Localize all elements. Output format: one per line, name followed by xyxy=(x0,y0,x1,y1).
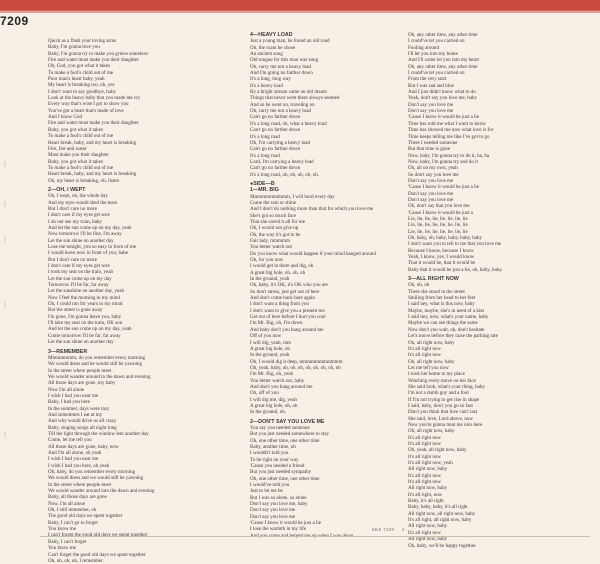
lyric-line: Don't say you love me xyxy=(408,196,454,203)
lyric-line: I would've told you xyxy=(250,482,290,489)
lyric-line: In the summer, days were lazy xyxy=(48,405,110,412)
lyric-line: You've got a heart that's made of love xyxy=(48,107,124,114)
song-heading: 2—DON'T SAY YOU LOVE ME xyxy=(250,418,325,425)
lyric-line: Just to let me be xyxy=(250,488,283,495)
lyric-line: Lie, lie, lie, lie, lie, lie, lie, lie xyxy=(408,215,468,222)
lyric-line: I will dig, yeah, mm xyxy=(250,339,291,346)
lyric-line: And I'll come let you into my heart xyxy=(408,57,479,64)
lyric-line: Let the sun shine on another day xyxy=(48,339,114,346)
lyric-line: I wish I had you near me xyxy=(48,392,99,399)
lyric-line: Yeah, don't say you love me, baby xyxy=(408,95,478,102)
lyric-line: All those days are gone, my baby xyxy=(48,380,116,387)
lyric-line: Now I'm all alone xyxy=(48,386,85,393)
lyric-line: An ancient song xyxy=(250,51,283,58)
lyric-line: Heart break, baby, and my heart is breaking xyxy=(48,139,137,146)
lyric-line: Come the rain or shine xyxy=(250,199,296,206)
lyric-line: But I was so alone, so alone xyxy=(250,494,307,501)
lyric-line: It's a long road xyxy=(250,152,280,159)
lyric-line: I would leave now in front of you, babe xyxy=(48,250,129,257)
lyric-line: Oh, I could run for years in my mind xyxy=(48,301,123,308)
strip-mark: ｜ xyxy=(2,303,10,309)
lyric-line: Can't forget the good old days we spent together xyxy=(48,551,146,558)
top-color-bar xyxy=(0,0,600,11)
lyric-line: It's a heavy load xyxy=(250,82,283,89)
lyric-line: It's all right now xyxy=(408,453,442,460)
lyric-line: Can't go no farther down xyxy=(250,165,301,172)
lyric-line: Let's move before they raise the parking rate xyxy=(408,333,498,340)
lyric-line: 'Cause you needed a friend xyxy=(250,463,305,470)
lyric-line: Lord, I'm carrying a heavy load xyxy=(250,158,314,165)
lyric-line: Now, I'm all alone xyxy=(48,500,86,507)
lyric-line: Oh, one other time, one other time xyxy=(250,475,320,482)
strip-mark: ｜ xyxy=(2,203,10,209)
lyric-line: Lie, lie, lie, lie, lie, lie, lie, lie xyxy=(408,222,468,229)
lyric-line: It's all right now, yeah xyxy=(408,460,453,467)
lyric-line: It's all right, now xyxy=(408,491,443,498)
lyric-line: I'm gone, I'm gonna leave you, baby xyxy=(48,313,122,320)
lyric-line: All right now, baby xyxy=(408,466,448,473)
lyric-line: To be right on your way xyxy=(250,456,299,463)
lyric-line: And my eyes would shed the tears xyxy=(48,199,118,206)
lyric-line: I said hey, now, what's your name, baby xyxy=(408,314,489,321)
lyric-line: Oh, any other time, any other time xyxy=(408,63,478,70)
lyric-line: I took my seat on the train, yeah xyxy=(48,269,114,276)
lyric-line: I don't care if my eyes get sore xyxy=(48,212,110,219)
lyric-line: But you just needed sympathy xyxy=(250,469,312,476)
lyric-line: Don't say you love me xyxy=(408,190,454,197)
lyric-line: Now tomorrow I'll be fine, I'm away xyxy=(48,231,122,238)
lyric-line: Oh, all on my own, yeah xyxy=(408,165,458,172)
lyric-line: It's all right now xyxy=(408,434,442,441)
lyric-line: If I'm not trying to get rise in shape xyxy=(408,396,480,403)
lyric-line: To make a fool's child out of me xyxy=(48,164,114,171)
lyric-line: In the street where people meet xyxy=(48,367,112,374)
lyric-line: And let the sun come up on my day, yeah xyxy=(48,224,132,231)
lyric-line: Oh, baby, do you remember every morning xyxy=(48,469,136,476)
lyric-line: Don't say you love me xyxy=(408,108,454,115)
lyric-line: Fire and water must make you their daughter xyxy=(48,57,139,64)
lyric-line: A great big hole, oh, oh xyxy=(250,402,298,409)
lyric-line: A great big hole, oh xyxy=(250,345,290,352)
lyric-line: By a bright stream came an old dream xyxy=(250,89,327,96)
lyric-line: Come, let me tell you xyxy=(48,437,92,444)
footer-code: SKS 7209 xyxy=(372,527,395,532)
lyrics-column-1 xyxy=(48,38,208,564)
lyric-line: And I know God xyxy=(48,114,83,121)
lyric-line: Oh, yeah, baby, oh, oh, oh, oh, oh, oh, oh, oh xyxy=(250,364,341,371)
lyric-line: Off of you now xyxy=(250,333,282,340)
lyric-line: Oh, one other time, one other time xyxy=(250,437,320,444)
lyric-line: All right now, baby xyxy=(408,536,448,543)
lyric-line: Baby, another time, oh xyxy=(250,444,296,450)
lyric-line: It's all right now xyxy=(408,345,442,352)
lyric-line: And I'm all alone, oh yeah xyxy=(48,450,102,456)
lyric-line: Baby, you got what it takes xyxy=(48,126,103,133)
lyric-line: It's all right now xyxy=(408,472,442,479)
lyric-line: Oh, off of you xyxy=(250,390,279,397)
lyric-line: I lose the warmth in my life xyxy=(250,526,307,533)
bottom-rule xyxy=(40,536,590,537)
lyric-line: Baby, all those days are gone xyxy=(48,494,107,501)
lyric-line: I wouldn't told you xyxy=(250,450,289,457)
lyric-line: Mmmmmmmmmm, I will hurd every day xyxy=(250,193,335,200)
lyric-line: I could've let you carried on xyxy=(408,70,465,77)
lyric-line: It's all right now xyxy=(408,529,442,536)
lyric-line: And sometimes I eat at my xyxy=(48,411,103,418)
lyric-line: Till the light through the window lent another day xyxy=(48,430,149,437)
lyric-line: From the very start xyxy=(408,76,447,83)
lyric-line: I'm not a dumb guy and a fool xyxy=(408,390,469,397)
lyric-line: Oh, God, you got what it takes xyxy=(48,63,110,70)
lyric-line: Can't go no farther down xyxy=(250,114,301,121)
lyric-line: That she saved it all for me xyxy=(250,218,305,225)
lyric-line: Now, baby, I'm gonna try to do it, ha, ha xyxy=(408,152,490,159)
lyric-line: Baby, I had you here xyxy=(48,399,90,406)
lyric-line: And I just didn't know what to do xyxy=(408,89,476,96)
lyric-line: Let the sunshine on another day, yeah xyxy=(48,288,125,295)
lyric-line: So don't say you love me xyxy=(408,171,459,178)
lyric-line: I don't want to give you a present too xyxy=(250,307,325,314)
lyric-line: She said, love, Lord above, now xyxy=(408,415,474,422)
lyric-line: Baby, I'm gonna love you xyxy=(48,44,100,51)
lyric-line: Don't say you love me, baby xyxy=(250,501,308,508)
lyric-line: And I don't do nothing more than that for which you love me xyxy=(250,206,374,213)
lyric-line: Get out of here before I hurt you cool xyxy=(250,314,326,321)
lyric-line: Oh, I wept, oh, the whole day xyxy=(48,193,108,200)
lyric-line: In the ground, yeah xyxy=(250,352,290,359)
lyric-line: Heart break, baby, and my heart is breaking xyxy=(48,171,137,178)
lyric-line: We would wander around into the dawn and evening xyxy=(48,488,155,495)
lyric-line: Now I feel the morning in my mind xyxy=(48,294,120,301)
lyric-line: Do you know what would happen if your mind hanged around xyxy=(250,250,376,257)
lyric-line: 'Cause I know it would be just a lie xyxy=(408,184,479,191)
lyric-line: But the street is gone away xyxy=(48,307,103,314)
lyric-line: Oh, all right now, baby xyxy=(408,358,455,365)
lyric-line: You know me xyxy=(48,526,77,533)
lyric-line: Oh, don't say that you love me xyxy=(408,203,470,210)
lyric-line: Fooling around xyxy=(408,44,439,51)
lyric-line: Baby, you got what it takes xyxy=(48,158,103,165)
lyric-line: Baby, singing songs all night long xyxy=(48,424,117,431)
lyric-line: So don't stress, just get out of here xyxy=(250,288,320,295)
lyric-line: Come tomorrow I'll be far, far away xyxy=(48,332,121,339)
lyric-line: I said hey, what is this now, baby xyxy=(408,301,475,308)
lyric-line: You know me xyxy=(48,545,77,552)
lyric-line: Lose me tonight, you so easy in front of me xyxy=(48,244,137,250)
lyric-line: I don't want you to tell to me that you love me xyxy=(408,241,502,248)
lyric-line: There I needed someone xyxy=(408,139,458,146)
lyric-line: Don't say you love me xyxy=(250,513,296,520)
lyric-line: Let the sun shine on another day xyxy=(48,237,114,244)
lyric-line: You better watch out, baby xyxy=(250,377,305,384)
lyric-line: It's a long road, oh, oh, oh, oh, oh. xyxy=(250,171,320,178)
lyric-line: All right now, all right now, baby xyxy=(408,510,476,517)
song-heading: ●SIDE—B xyxy=(250,180,275,187)
lyric-line: Oh, yeah, all right now, baby xyxy=(408,447,467,454)
lyric-line: Oh, I'm carrying a heavy load xyxy=(250,139,311,146)
lyric-line: It's all right now xyxy=(408,441,442,447)
song-heading: 2—OH, I WEPT xyxy=(48,186,86,193)
lyric-line: Oh, I still remember, oh xyxy=(48,507,97,514)
lyric-line: Quick as a flash your loving arms xyxy=(48,38,117,44)
lyric-line: Let the sun come up on my day xyxy=(48,275,112,282)
song-heading: 4—HEAVY LOAD xyxy=(250,32,293,38)
lyric-line: Baby, it's all right xyxy=(408,498,444,505)
lyric-line: Oh, the roam he chose xyxy=(250,44,296,51)
lyric-line: I'll take my seat on the train, OK son xyxy=(48,320,123,327)
lyric-line: Don't say you love me xyxy=(250,507,296,514)
lyric-line: Now don't you wait, oh, don't hesitate xyxy=(408,326,485,333)
lyric-line: Don't say you love me xyxy=(408,101,454,108)
lyric-line: And don't you hang around me xyxy=(250,383,313,390)
lyric-line: Tomorrow I'll be far, far away xyxy=(48,282,109,289)
lyric-line: And don't come back here again xyxy=(250,295,315,302)
lyric-line: Let me tell you now xyxy=(408,364,449,371)
lyric-line: I can't forget the good old days we spent together xyxy=(48,532,148,539)
lyric-line: I would get in there and dig, oh xyxy=(250,263,314,270)
lyric-line: And baby don't you hang around me xyxy=(250,326,324,333)
lyric-line: But I don't care no more xyxy=(48,256,97,263)
lyric-line: But that time is gone xyxy=(408,146,451,153)
lyric-line: I said, baby, don't you go so fast xyxy=(408,402,473,409)
catalog-number: 7209 xyxy=(0,14,29,28)
lyric-line: I don't care if my eyes get sore xyxy=(48,263,110,270)
lyric-line: I took her home to my place xyxy=(408,371,465,378)
lyric-line: All right now, baby xyxy=(408,523,448,530)
lyric-line: That it would be, that it would be xyxy=(408,260,476,267)
lyric-line: Baby, baby, baby, it's all right xyxy=(408,504,468,511)
lyric-line: Time has told me what I want to know xyxy=(408,120,486,127)
lyric-line: It's all right now xyxy=(408,352,442,359)
lyric-line: All right now, baby xyxy=(408,485,448,492)
lyric-line: 'Cause I know it would be just a lie xyxy=(250,520,321,527)
lyric-line: It's a long road, oh, what a heavy load xyxy=(250,120,327,127)
lyric-line: All those days are gone, baby, now xyxy=(48,443,119,450)
lyric-line: Oh, all right now, baby xyxy=(408,428,455,435)
lyric-line: 'Cause I know it would be just a xyxy=(408,209,473,216)
lyric-line: Baby, I can't forget xyxy=(48,538,87,545)
lyric-line: And why would drive us all crazy xyxy=(48,418,117,425)
lyric-line: In the ground, yeah xyxy=(250,276,290,283)
lyric-line: Things that never went there always seemed xyxy=(250,95,340,102)
lyric-line: It's a long road xyxy=(250,133,280,140)
lyric-line: I don't want a thing from you xyxy=(250,301,309,308)
lyric-line: And you come and helped me up when I was down xyxy=(250,532,354,539)
lyric-line: There she stood in the street xyxy=(408,288,465,295)
lyric-line: It's all right, all right now, baby xyxy=(408,517,472,524)
lyric-line: A great big hole, oh, oh, oh xyxy=(250,269,306,276)
lyric-line: We would wander around in the dawn and evening xyxy=(48,373,151,380)
lyric-line: Oh, any other time, any other time xyxy=(408,32,478,38)
lyric-line: To make a fool's child out of me xyxy=(48,69,114,76)
lyric-line: I wish I had you near me xyxy=(48,456,99,463)
lyric-line: Now you're gonna treat me nice here xyxy=(408,421,483,428)
lyric-line: Oh, I would not give up xyxy=(250,225,299,232)
lyric-line: Smiling from her head to her feet xyxy=(408,295,476,302)
lyric-line: Because I know, because I know xyxy=(408,247,474,254)
lyric-line: Can't go no farther down xyxy=(250,146,301,153)
lyric-line: Maybe, maybe, she's in need of a kiss xyxy=(408,307,485,314)
lyric-line: I'll let you into my home xyxy=(408,51,458,58)
lyric-line: Oh, carry me not a heavy load xyxy=(250,63,311,70)
lyric-line: Oh, for you now xyxy=(250,257,284,264)
lyric-line: We would dress and be would still be yawning xyxy=(48,361,143,368)
lyric-line: Oh, all right now, baby xyxy=(408,339,455,346)
lyric-line: She's got so much face xyxy=(250,212,297,219)
lyric-line: Fire and water must make you their daughter xyxy=(48,120,139,127)
lyric-line: I will dig me, dig, yeah xyxy=(250,396,297,403)
lyrics-column-2 xyxy=(250,32,410,539)
lyric-line: You better watch out xyxy=(250,244,292,251)
lyric-line: Must make you their daughter xyxy=(48,152,109,159)
lyric-line: Baby, I can't go to forget xyxy=(48,519,98,526)
lyric-line: And so he went on, traveling on xyxy=(250,101,315,108)
left-margin-strip xyxy=(0,30,28,535)
lyric-line: She said look, what's your thing, baby xyxy=(408,383,485,390)
lyric-line: Every way that's wise I got to show you xyxy=(48,101,129,108)
lyric-line: In the street where people meet xyxy=(48,481,112,488)
lyric-line: Look at the heavy baby that you made me cry xyxy=(48,95,141,102)
lyric-line: Can't go no farther down xyxy=(250,127,301,134)
lyric-line: Oh, carry me not a heavy load xyxy=(250,108,311,115)
lyric-line: My heart is breaking too, oh, yes xyxy=(48,82,115,89)
lyric-line: Don't you think that love can't last xyxy=(408,409,478,416)
lyric-line: Mmmmmmm, do you remember every morning xyxy=(48,354,145,361)
lyric-line: Oh, baby, it's OK, it's OK who you are xyxy=(250,282,328,289)
lyric-line: Oh, baby, oh, baby, baby, baby, baby xyxy=(408,235,483,241)
lyric-line: The good old days we spent together xyxy=(48,513,123,520)
lyric-line: Oh, my heart is breaking, oh, listen xyxy=(48,177,120,184)
lyric-line: Don't say you love me xyxy=(408,177,454,184)
strip-mark: ｜ xyxy=(2,433,10,439)
lyric-line: Oh, oh, oh, oh, I remember. xyxy=(48,557,104,564)
lyric-line: Baby, I'm gonna try to make you grieve somehow xyxy=(48,50,149,57)
lyric-line: And let the sun come up on my day, yeah xyxy=(48,326,132,333)
lyric-line: To make a fool's child out of me xyxy=(48,133,114,140)
lyric-line: Oh, oh, oh xyxy=(408,282,430,289)
strip-mark: ｜ xyxy=(2,238,10,244)
lyric-line: It's a long, long way xyxy=(250,76,291,83)
lyric-line: 'Cause I know it would be just a lie xyxy=(408,114,479,121)
footer-page: 2 xyxy=(402,527,405,532)
lyric-line: But I don't care no more xyxy=(48,205,97,212)
lyric-line: But you just needed somewhere to stay xyxy=(250,431,330,438)
lyric-line: Fair lady, mmmmm xyxy=(250,238,290,244)
song-heading: 3—ALL RIGHT NOW xyxy=(408,276,459,283)
lyric-line: I could've let you carried on xyxy=(408,38,465,45)
lyric-line: In the ground, oh. xyxy=(250,409,287,416)
lyric-line: Time has showed me now what love is for xyxy=(408,127,494,134)
lyric-line: I don't want to say goodbye, baby xyxy=(48,88,117,95)
song-heading: 3—REMEMBER xyxy=(48,348,88,355)
page-footer xyxy=(372,527,411,532)
lyric-line: Time keeps telling me like I've got to go xyxy=(408,133,490,140)
lyric-line: Watching every move on her face xyxy=(408,377,476,384)
lyrics-column-3 xyxy=(408,32,568,549)
lyric-line: Oh, I would dig it deep, mmmmmmmmmmm xyxy=(250,358,343,365)
strip-mark: ｜ xyxy=(2,163,10,169)
lyric-line: Yeah, I know, yes, I would know xyxy=(408,254,475,261)
lyric-line: Baby that it would be just a lie, oh, baby, baby. xyxy=(408,266,503,273)
lyric-line: Just a young man, he found an old road xyxy=(250,38,330,45)
lyric-line: It's all right now xyxy=(408,479,442,486)
lyric-line: I'm Mr. Big, oh, I'm down xyxy=(250,320,303,327)
lyric-line: Old tongue for this man was sung xyxy=(250,57,319,64)
lyric-line: Now, baby, I'm gonna try and do it xyxy=(408,158,478,165)
lyric-line: But I was sad and blue xyxy=(408,82,454,89)
lyric-line: And I'm going no farther down xyxy=(250,70,313,77)
lyric-line: Oh, baby, we'll be happy together. xyxy=(408,542,477,549)
lyric-line: Poor man's heart baby, yeah xyxy=(48,76,105,83)
lyric-line: You say you needed someone xyxy=(250,424,310,431)
song-heading: 1—MR. BIG xyxy=(250,187,279,194)
lyric-line: Oh, the way it's got to be xyxy=(250,231,301,238)
lyric-line: I do not see my train, baby xyxy=(48,218,102,225)
lyric-line: I wish I had you here, oh yeah xyxy=(48,462,110,469)
lyric-line: I'm Mr. Big, oh, yeah xyxy=(250,371,294,378)
lyric-line: Lie, lie, lie, lie, lie, lie, lie, lie xyxy=(408,228,468,235)
lyric-line: We would dress and we would still be yawning xyxy=(48,475,144,482)
lyric-line: Fire, fire and water xyxy=(48,145,87,152)
lyric-line: Maybe we can see things the same xyxy=(408,320,478,327)
